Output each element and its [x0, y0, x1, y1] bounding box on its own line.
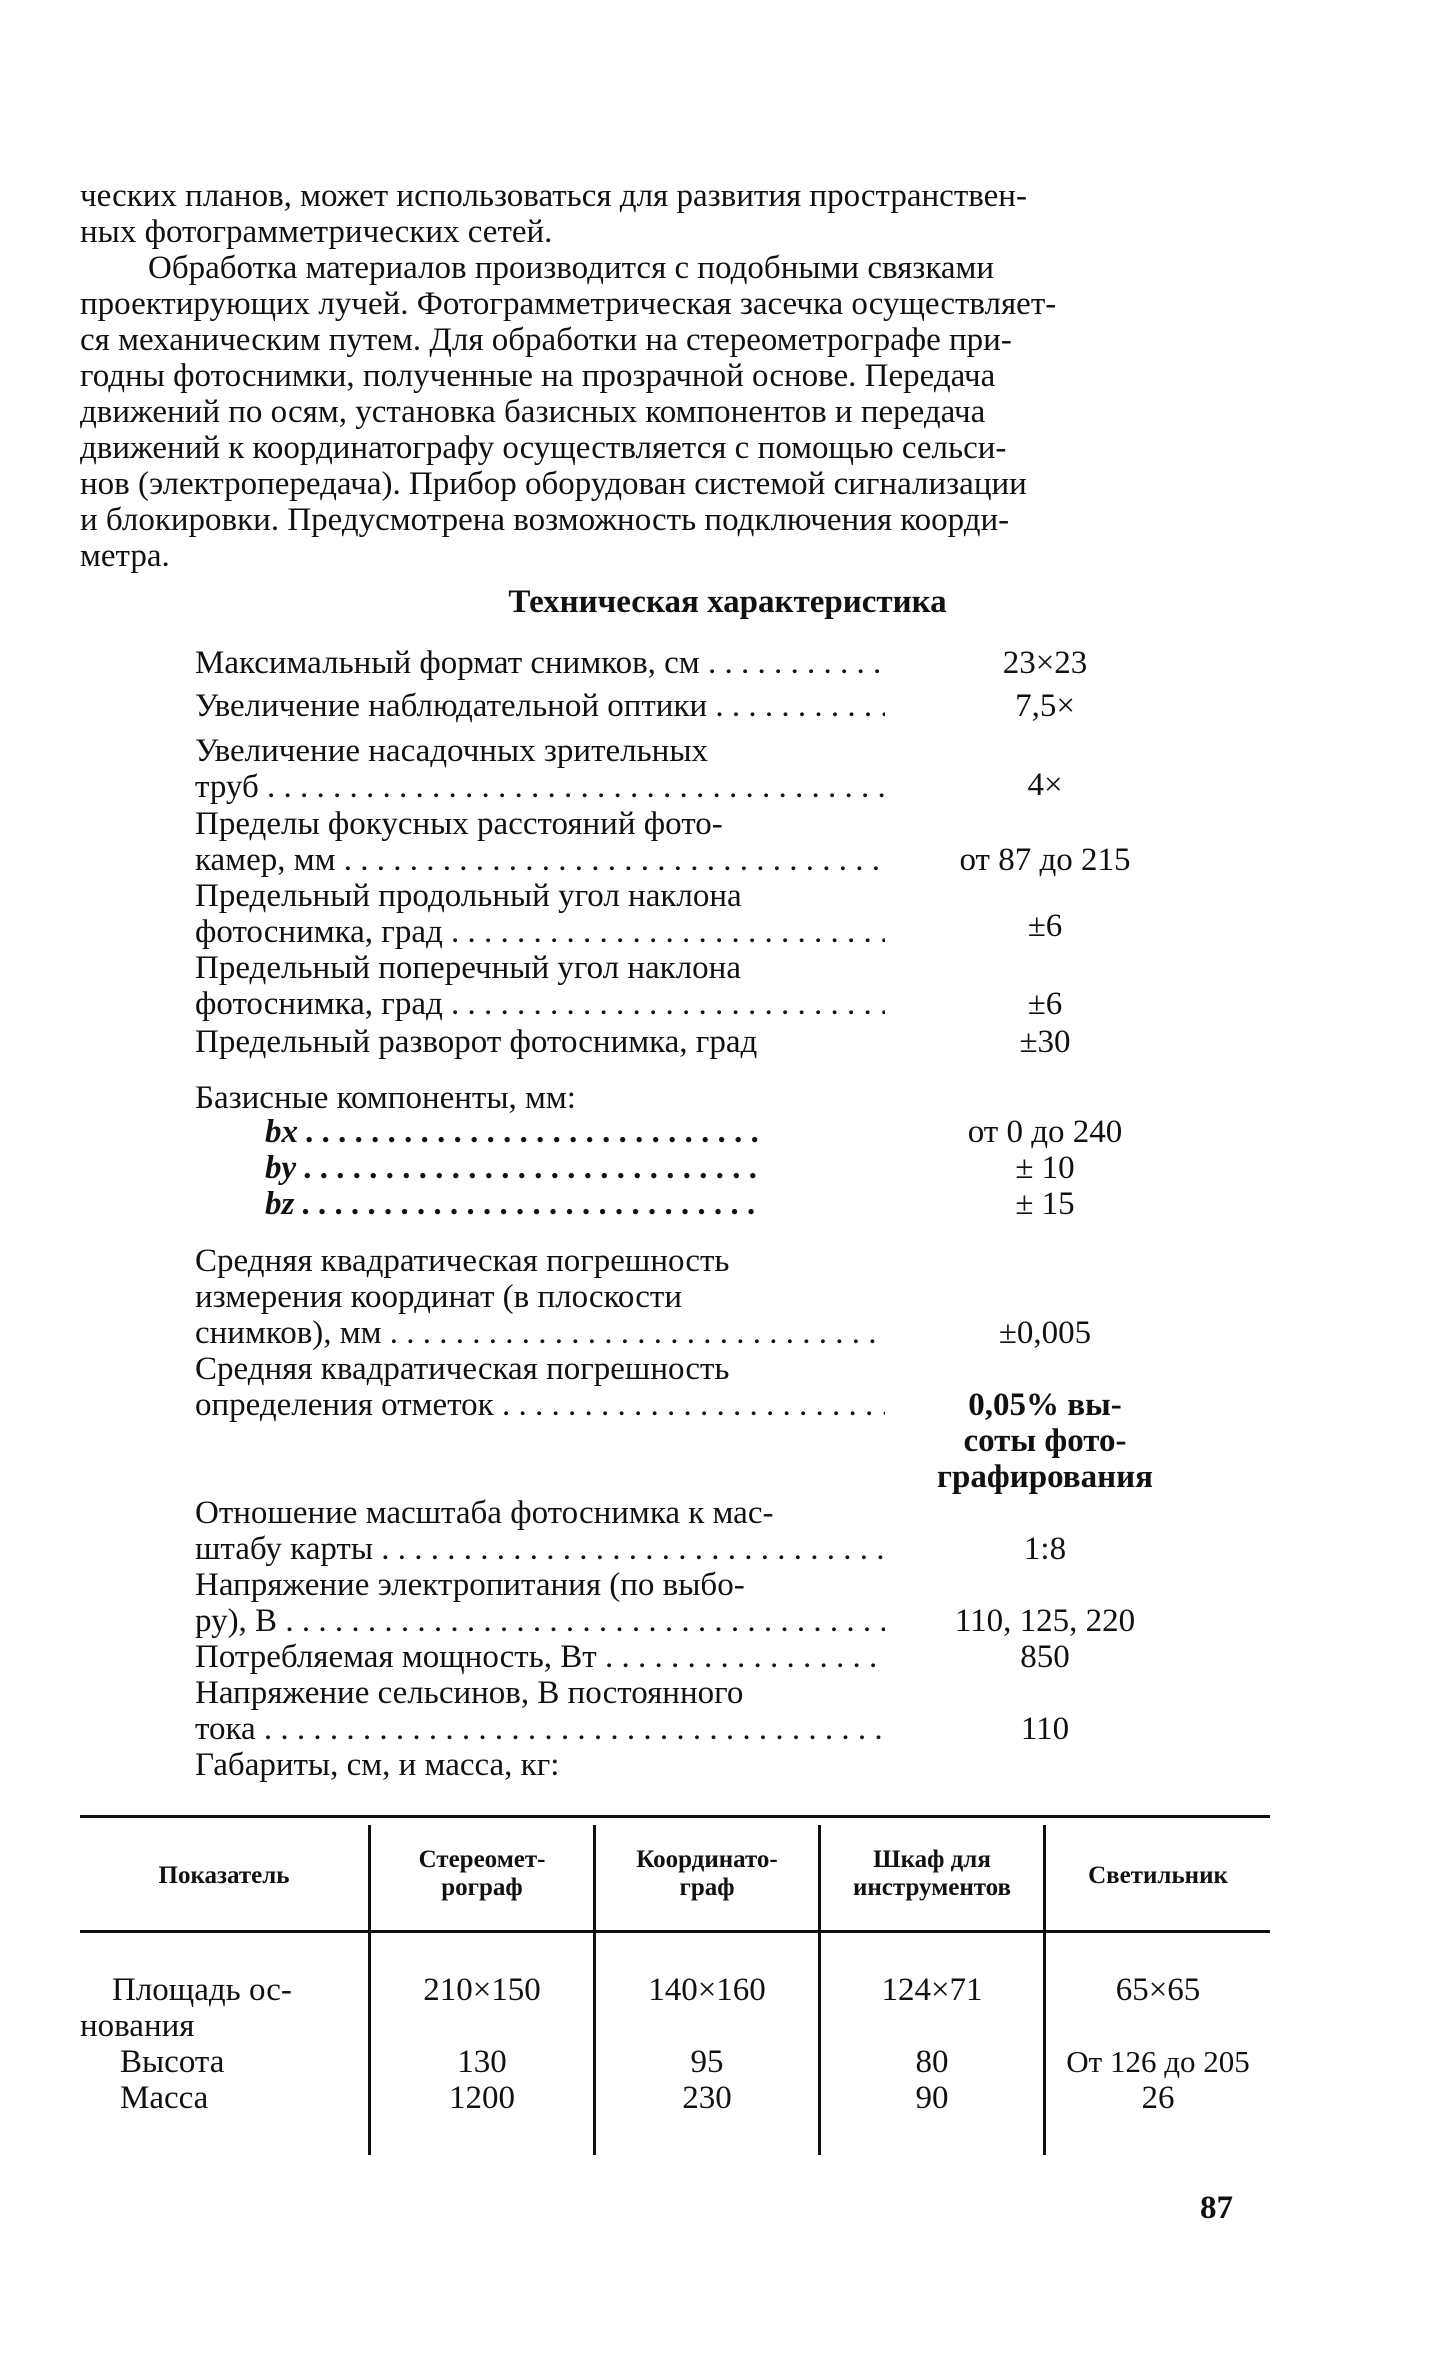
- table-header-cell: Стереомет- рограф: [418, 1846, 546, 1901]
- spec-label: Предельный продольный угол наклона: [195, 878, 742, 914]
- spec-label: измерения координат (в плоскости: [195, 1279, 682, 1315]
- spec-value: графирования: [937, 1459, 1153, 1495]
- spec-label: фотоснимка, град . . .: [195, 914, 885, 950]
- table-top-rule: [80, 1815, 1270, 1818]
- spec-label: Напряжение сельсинов, В постоянного: [195, 1675, 744, 1711]
- text-line: ческих планов, может использоваться для развития пространствен-: [80, 178, 1027, 214]
- table-cell: 1200: [449, 2080, 515, 2116]
- table-cell: 95: [690, 2044, 724, 2080]
- page-number: 87: [1200, 2190, 1233, 2226]
- basis-label: by . . .: [265, 1150, 885, 1186]
- table-cell: 124×71: [881, 1972, 983, 2008]
- spec-label: штабу карты . . .: [195, 1531, 885, 1567]
- spec-label: Средняя квадратическая погрешность: [195, 1351, 730, 1387]
- table-row-label: нования: [80, 2008, 195, 2044]
- spec-label: Средняя квадратическая погрешность: [195, 1243, 730, 1279]
- spec-label: фотоснимка, град . . .: [195, 986, 885, 1022]
- basis-label: bx . . .: [265, 1114, 885, 1150]
- basis-value: от 0 до 240: [967, 1114, 1123, 1150]
- text-line: ся механическим путем. Для обработки на стереометрографе при-: [80, 322, 1012, 358]
- table-row-label: Масса: [120, 2080, 209, 2116]
- spec-value: 850: [1020, 1639, 1070, 1675]
- text-line: движений к координатографу осуществляется с помощью сельси-: [80, 430, 1007, 466]
- spec-value: ±30: [1019, 1024, 1071, 1060]
- spec-value: от 87 до 215: [959, 842, 1131, 878]
- spec-value: 23×23: [1002, 645, 1088, 681]
- table-cell: 130: [457, 2044, 507, 2080]
- spec-label: Отношение масштаба фотоснимка к мас-: [195, 1495, 774, 1531]
- dims-heading: Габариты, см, и масса, кг:: [195, 1747, 560, 1783]
- table-cell: 26: [1141, 2080, 1175, 2116]
- spec-label: Увеличение наблюдательной оптики . . .: [195, 688, 885, 724]
- table-header-cell: Светильник: [1088, 1862, 1228, 1889]
- spec-label: Потребляемая мощность, Вт . . .: [195, 1639, 885, 1675]
- text-line: нов (электропередача). Прибор оборудован системой сигнализации: [80, 466, 1027, 502]
- spec-value: соты фото-: [963, 1423, 1127, 1459]
- table-header-cell: Показатель: [158, 1862, 290, 1889]
- table-cell: 210×150: [423, 1972, 541, 2008]
- table-header-cell: Шкаф для инструментов: [852, 1846, 1012, 1901]
- text-line: годны фотоснимки, полученные на прозрачной основе. Передача: [80, 358, 996, 394]
- spec-label: Предельный разворот фотоснимка, град: [195, 1024, 758, 1060]
- table-cell: 140×160: [648, 1972, 766, 2008]
- table-cell: 80: [915, 2044, 949, 2080]
- spec-label: снимков), мм . . .: [195, 1315, 885, 1351]
- spec-value: 110: [1020, 1711, 1070, 1747]
- spec-label: Пределы фокусных расстояний фото-: [195, 806, 723, 842]
- table-row-label: Высота: [120, 2044, 225, 2080]
- spec-label: определения отметок . . .: [195, 1387, 885, 1423]
- basis-heading: Базисные компоненты, мм:: [195, 1080, 576, 1116]
- spec-label: тока . . .: [195, 1711, 885, 1747]
- text-line: Обработка материалов производится с подобными связками: [148, 250, 995, 286]
- spec-label: ру), В . . .: [195, 1603, 885, 1639]
- text-line: ных фотограмметрических сетей.: [80, 214, 553, 250]
- basis-value: ± 10: [1015, 1150, 1075, 1186]
- table-cell: 90: [915, 2080, 949, 2116]
- table-cell: 65×65: [1115, 1972, 1201, 2008]
- spec-label: Увеличение насадочных зрительных: [195, 733, 708, 769]
- spec-label: камер, мм . . .: [195, 842, 885, 878]
- spec-label: Максимальный формат снимков, см . . .: [195, 645, 885, 681]
- spec-value: 0,05% вы-: [968, 1387, 1122, 1423]
- basis-label: bz . . .: [265, 1186, 885, 1222]
- paragraph-2: [80, 250, 1268, 574]
- text-line: метра.: [80, 538, 170, 574]
- spec-label: труб . . .: [195, 769, 885, 805]
- table-cell: От 126 до 205: [1066, 2044, 1250, 2079]
- table-header-rule: [80, 1930, 1270, 1933]
- spec-value: 1:8: [1023, 1531, 1067, 1567]
- table-header-cell: Координато- граф: [636, 1846, 778, 1901]
- spec-value: 110, 125, 220: [954, 1603, 1136, 1639]
- spec-value: ±0,005: [998, 1315, 1092, 1351]
- spec-label: Предельный поперечный угол наклона: [195, 950, 741, 986]
- table-row-label: Площадь ос-: [112, 1972, 292, 2008]
- text-line: движений по осям, установка базисных компонентов и передача: [80, 394, 986, 430]
- paragraph-1: [80, 178, 1268, 250]
- spec-value: ±6: [1027, 908, 1063, 944]
- spec-value: ±6: [1027, 986, 1063, 1022]
- spec-label: Напряжение электропитания (по выбо-: [195, 1567, 745, 1603]
- spec-value: 4×: [1027, 767, 1063, 803]
- basis-value: ± 15: [1015, 1186, 1075, 1222]
- text-line: проектирующих лучей. Фотограмметрическая засечка осуществляет-: [80, 286, 1057, 322]
- table-cell: 230: [682, 2080, 732, 2116]
- section-title: Техническая характеристика: [508, 584, 947, 620]
- text-line: и блокировки. Предусмотрена возможность подключения коорди-: [80, 502, 1010, 538]
- spec-value: 7,5×: [1015, 688, 1075, 724]
